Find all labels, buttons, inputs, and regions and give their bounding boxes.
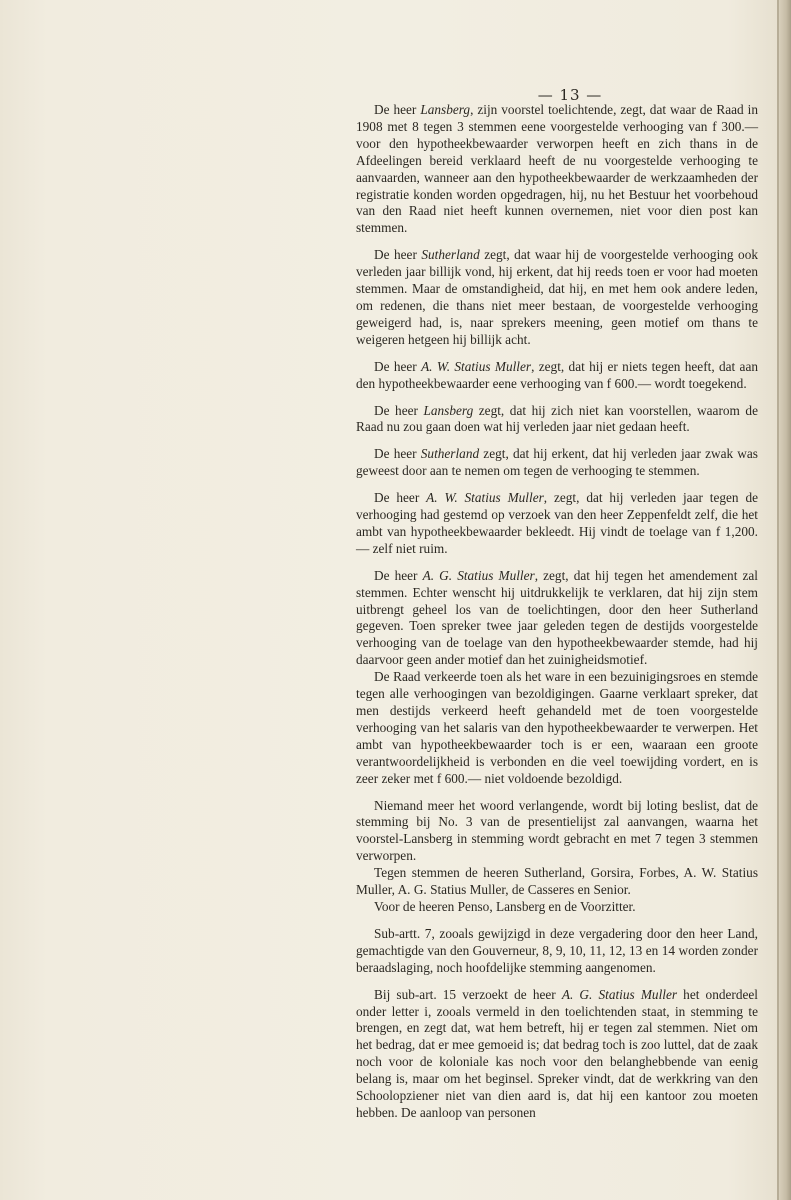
paragraph-6: De heer A. W. Statius Muller, zegt, dat hij verleden jaar tegen de verhooging had gestemd op verzoek van den heer Zeppenfeldt zelf, die het ambt van hypotheekbewaarder bekleedt. Hij vindt de toelage van f 1,200.— zelf niet ruim.	[356, 490, 758, 556]
page-number: — 13 —	[537, 86, 603, 104]
paragraph-5: De heer Sutherland zegt, dat hij erkent, dat hij verleden jaar zwak was geweest door aan te nemen om tegen de verhooging te stemmen.	[356, 446, 758, 479]
paragraph-12: Sub-artt. 7, zooals gewijzigd in deze vergadering door den heer Land, gemachtigde van den Gouverneur, 8, 9, 10, 11, 12, 13 en 14 worden zonder beraadslaging, noch hoofdelijke stemming aangenomen.	[356, 925, 758, 975]
speaker-name: Sutherland	[420, 446, 480, 462]
body-text	[356, 102, 758, 1122]
paragraph-1: De heer Lansberg, zijn voorstel toelichtende, zegt, dat waar de Raad in 1908 met 8 tegen 3 stemmen eene voorgestelde verhooging van f 300.— voor den hypotheekbewaarder verworpen heeft en zich thans in de Afdeelingen bereid verklaard heeft de nu voorgestelde verhooging te aanvaarden, wanneer aan den hypotheekbewaarder de werkzaamheden der registratie konden worden opgedragen, hij, nu het Bestuur het voorbehoud van den Raad niet heeft kunnen overnemen, niet voor dien post kan stemmen.	[356, 102, 758, 236]
paragraph-10: Tegen stemmen de heeren Sutherland, Gorsira, Forbes, A. W. Statius Muller, A. G. Statius Muller, de Casseres en Senior.	[356, 865, 758, 898]
speaker-name: Lansberg	[420, 102, 471, 117]
paragraph-9: Niemand meer het woord verlangende, wordt bij loting beslist, dat de stemming bij No. 3 van de presentielijst zal aanvangen, waarna het voorstel-Lansberg in stemming wordt gebracht en met 7 tegen 3 stemmen verworpen.	[356, 797, 758, 864]
paragraph-8: De Raad verkeerde toen als het ware in een bezuinigingsroes en stemde tegen alle verhoogingen van bezoldigingen. Gaarne verklaart spreker, dat men destijds verkeerd heeft gehandeld met de toen voorgestelde verhooging van het salaris van den hypotheekbewaarder te verwerpen. Het ambt van hypotheekbewaarder toch is er een, waaraan een groote verantwoordelijkheid is verbonden en die veel toewijding vordert, en is zeer zeker met f 600.— niet voldoende bezoldigd.	[356, 669, 758, 786]
paragraph-2: De heer Sutherland zegt, dat waar hij de voorgestelde verhooging ook verleden jaar billijk vond, hij erkent, dat hij reeds toen er voor had moeten stemmen. Maar de omstandigheid, dat hij, en met hem ook andere leden, om redenen, die thans niet meer bestaan, de voorgestelde verhooging geweigerd had, is, naar sprekers meening, geen motief om thans te weigeren hetgeen hij billijk acht.	[356, 247, 758, 347]
speaker-name: A. W. Statius Muller	[421, 358, 532, 374]
paragraph-13: Bij sub-art. 15 verzoekt de heer A. G. Statius Muller het onderdeel onder letter i, zooals vermeld in den toelichtenden staat, in stemming te brengen, en zegt dat, wat hem betreft, hij er tegen zal stemmen. Niet om het bedrag, dat er mee gemoeid is; dat bedrag toch is zoo luttel, dat de zaak noch voor de koloniale kas noch voor den belanghebbende van eenig belang is, maar om het beginsel. Spreker vindt, dat de werkkring van den Schoolopziener niet van dien aard is, dat hij een kantoor zou moeten hebben. De aanloop van personen	[356, 986, 758, 1120]
paragraph-3: De heer A. W. Statius Muller, zegt, dat hij er niets tegen heeft, dat aan den hypotheekbewaarder eene verhooging van f 600.— wordt toegekend.	[356, 358, 759, 391]
speaker-name: A. G. Statius Muller	[422, 567, 535, 583]
paragraph-4: De heer Lansberg zegt, dat hij zich niet kan voorstellen, waarom de Raad nu zou gaan doen wat hij verleden jaar niet gedaan heeft.	[356, 402, 758, 435]
speaker-name: A. G. Statius Muller	[561, 986, 678, 1002]
page-edge	[779, 0, 791, 1200]
speaker-name: Lansberg	[423, 402, 474, 418]
paragraph-7: De heer A. G. Statius Muller, zegt, dat hij tegen het amendement zal stemmen. Echter wenscht hij uitdrukkelijk te verklaren, dat hij zijn stem uitbrengt geheel los van de toelichtingen, door den heer Sutherland gegeven. Toen spreker twee jaar geleden tegen de destijds voorgestelde verhooging van de toelage van den hypotheekbewaarder stemde, had hij daarvoor geen ander motief dan het zuinigheidsmotief.	[356, 567, 758, 668]
speaker-name: A. W. Statius Muller	[426, 490, 544, 506]
paragraph-11: Voor de heeren Penso, Lansberg en de Voorzitter.	[374, 898, 636, 914]
speaker-name: Sutherland	[421, 247, 480, 263]
